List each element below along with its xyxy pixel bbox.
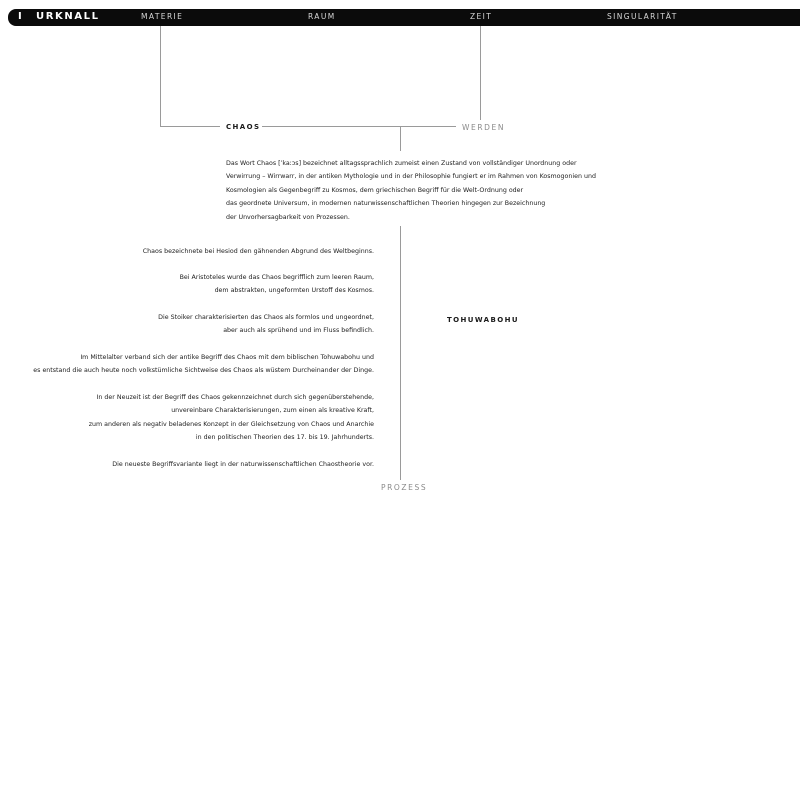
history-line: in den politischen Theorien des 17. bis 19. Jahrhunderts.: [195, 434, 374, 442]
history-line: unvereinbare Charakterisierungen, zum einen als kreative Kraft,: [171, 407, 374, 415]
history-line: zum anderen als negativ beladenes Konzept in der Gleichsetzung von Chaos und Anarchie: [88, 420, 374, 428]
chapter-numeral: I: [18, 11, 23, 22]
nav-item-raum[interactable]: RAUM: [308, 12, 336, 21]
connector-zeit-vertical: [480, 26, 481, 120]
connector-chaos-drop: [400, 126, 401, 151]
history-paragraph-stoiker: [158, 311, 374, 338]
connector-history-vertical: [400, 226, 401, 480]
history-paragraph-chaostheorie: [112, 458, 374, 471]
connector-materie-to-chaos: [160, 126, 220, 127]
history-line: Die Stoiker charakterisierten das Chaos als formlos und ungeordnet,: [158, 314, 374, 321]
intro-line: Das Wort Chaos [ˈkaːɔs] bezeichnet alltagssprachlich zumeist einen Zustand von vollständiger Unordnung oder: [226, 160, 577, 167]
prozess-label[interactable]: PROZESS: [381, 483, 428, 492]
intro-line: der Unvorhersagbarkeit von Prozessen.: [226, 213, 350, 221]
history-line: Im Mittelalter verband sich der antike Begriff des Chaos mit dem biblischen Tohuwabohu und: [80, 354, 374, 361]
tohuwabohu-label[interactable]: TOHUWABOHU: [447, 316, 519, 324]
werden-label[interactable]: WERDEN: [462, 123, 506, 132]
top-navigation-bar: [8, 9, 800, 26]
history-line: Chaos bezeichnete bei Hesiod den gähnenden Abgrund des Weltbeginns.: [142, 248, 374, 255]
connector-chaos-to-werden: [262, 126, 456, 127]
history-line: Die neueste Begriffsvariante liegt in der naturwissenschaftlichen Chaostheorie vor.: [112, 461, 374, 468]
intro-line: das geordnete Universum, in modernen naturwissenschaftlichen Theorien hingegen zur Bezeichnung: [226, 200, 546, 208]
history-line: In der Neuzeit ist der Begriff des Chaos gekennzeichnet durch sich gegenüberstehende,: [96, 394, 374, 401]
history-line: Bei Aristoteles wurde das Chaos begrifflich zum leeren Raum,: [179, 274, 374, 281]
history-paragraph-aristoteles: [180, 271, 374, 298]
chapter-title-urknall[interactable]: URKNALL: [36, 11, 100, 22]
chaos-definition-text: [226, 157, 646, 224]
history-paragraph-neuzeit: [89, 391, 374, 445]
history-paragraph-mittelalter: [33, 351, 374, 378]
history-line: dem abstrakten, ungeformten Urstoff des Kosmos.: [214, 287, 374, 295]
history-line: aber auch als sprühend und im Fluss befindlich.: [223, 327, 374, 335]
nav-item-singularitaet[interactable]: SINGULARITÄT: [607, 12, 678, 21]
intro-line: Verwirrung – Wirrwarr, in der antiken Mythologie und in der Philosophie fungiert er im Rahmen von Kosmogonien und: [226, 173, 596, 181]
connector-materie-vertical: [160, 26, 161, 126]
nav-item-zeit[interactable]: ZEIT: [470, 12, 493, 21]
chaos-label[interactable]: CHAOS: [226, 123, 261, 131]
history-paragraph-hesiod: [143, 245, 374, 258]
intro-line: Kosmologien als Gegenbegriff zu Kosmos, dem griechischen Begriff für die Welt-Ordnung oder: [226, 186, 524, 194]
history-line: es entstand die auch heute noch volkstümliche Sichtweise des Chaos als wüstem Durcheinander der Dinge.: [33, 367, 374, 375]
nav-item-materie[interactable]: MATERIE: [141, 12, 184, 21]
